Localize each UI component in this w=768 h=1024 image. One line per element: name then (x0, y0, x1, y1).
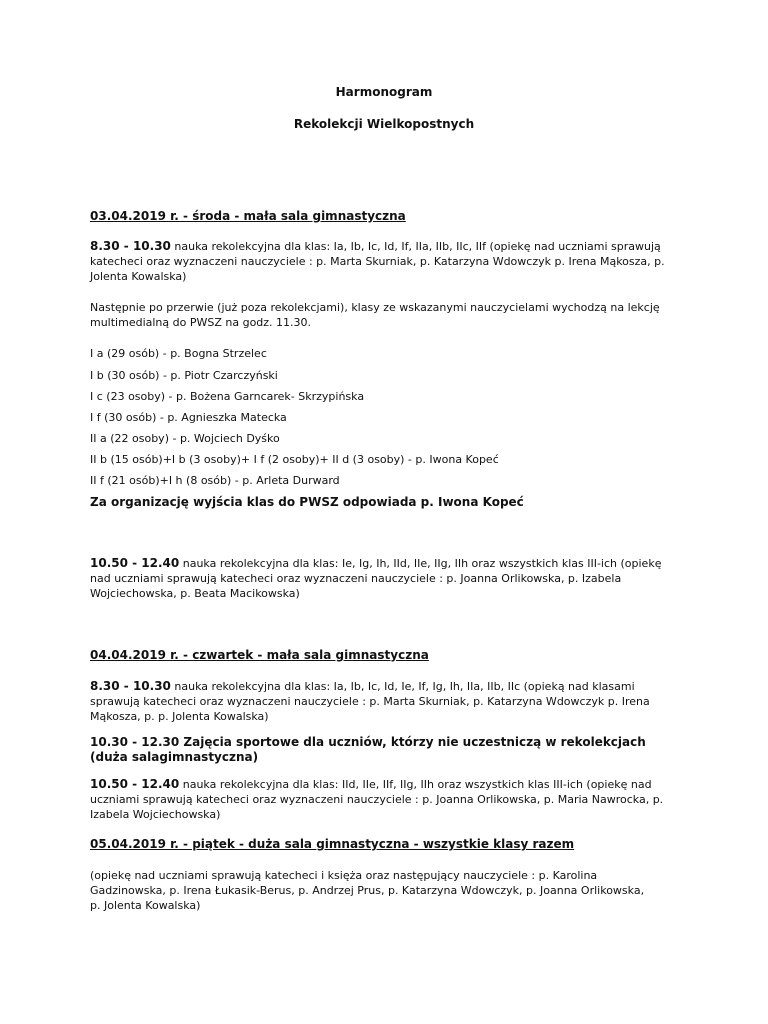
document-subtitle: Rekolekcji Wielkopostnych (293, 117, 475, 131)
day3-header: 05.04.2019 r. - piątek - duża sala gimnastyczna - wszystkie klasy razem (90, 837, 575, 851)
day2-session1-text: nauka rekolekcyjna dla klas: Ia, Ib, Ic, Id, Ie, If, Ig, Ih, IIa, IIb, IIc (opieką nad klasami sprawują katecheci oraz wyznaczeni nauczyciele : p. Marta Skurniak, p. Katarzyna Wdowczyk p. Irena Mąkosza, p. p. Jolenta Kowalska) (90, 680, 650, 723)
group-item: II a (22 osoby) - p. Wojciech Dyśko (90, 432, 280, 445)
group-item: II f (21 osób)+I h (8 osób) - p. Arleta Durward (90, 474, 340, 487)
day1-session1-text: nauka rekolekcyjna dla klas: Ia, Ib, Ic, Id, If, IIa, IIb, IIc, IIf (opiekę nad uczniami sprawują katecheci oraz wyznaczeni nauczyciele : p. Marta Skurniak, p. Katarzyna Wdowczyk p. Irena Mąkosza, p. Jolenta Kowalska) (90, 240, 665, 283)
group-item: I f (30 osób) - p. Agnieszka Matecka (90, 411, 287, 424)
day1-session2 (90, 556, 675, 601)
day2-session1 (90, 679, 685, 724)
day1-next-paragraph: Następnie po przerwie (już poza rekolekcjami), klasy ze wskazanymi nauczycielami wychodzą na lekcję multimedialną do PWSZ na godz. 11.30. (90, 301, 660, 329)
day1-session2-text: nauka rekolekcyjna dla klas: Ie, Ig, Ih, IId, IIe, IIg, IIh oraz wszystkich klas III-ich (opiekę nad uczniami sprawują katecheci oraz wyznaczeni nauczyciele : p. Joanna Orlikowska, p. Izabela Wojciechowska, p. Beata Macikowska) (90, 557, 662, 600)
document-title: Harmonogram (335, 85, 433, 99)
day1-session2-time: 10.50 - 12.40 (90, 556, 180, 570)
day2-session2-text: nauka rekolekcyjna dla klas: IId, IIe, IIf, IIg, IIh oraz wszystkich klas III-ich (opiekę nad uczniami sprawują katecheci oraz wyznaczeni nauczyciele : p. Joanna Orlikowska, p. Maria Nawrocka, p. Izabela Wojciechowska) (90, 778, 664, 821)
day1-organization-note: Za organizację wyjścia klas do PWSZ odpowiada p. Iwona Kopeć (90, 495, 524, 509)
day2-session1-time: 8.30 - 10.30 (90, 679, 171, 693)
group-item: I a (29 osób) - p. Bogna Strzelec (90, 347, 267, 360)
day2-sports-note: 10.30 - 12.30 Zajęcia sportowe dla uczniów, którzy nie uczestniczą w rekolekcjach (duża salagimnastyczna) (90, 735, 646, 764)
day1-header: 03.04.2019 r. - środa - mała sala gimnastyczna (90, 209, 406, 223)
day2-header: 04.04.2019 r. - czwartek - mała sala gimnastyczna (90, 648, 429, 662)
day2-session2-time: 10.50 - 12.40 (90, 777, 180, 791)
day3-paragraph: (opiekę nad uczniami sprawują katecheci i księża oraz następujący nauczyciele : p. Karolina Gadzinowska, p. Irena Łukasik-Berus, p. Andrzej Prus, p. Katarzyna Wdowczyk, p. Joanna Orlikowska, p. Jolenta Kowalska) (90, 869, 645, 912)
day2-session2 (90, 777, 680, 822)
group-item: I c (23 osoby) - p. Bożena Garncarek- Skrzypińska (90, 390, 365, 403)
group-item: II b (15 osób)+I b (3 osoby)+ I f (2 osoby)+ II d (3 osoby) - p. Iwona Kopeć (90, 453, 499, 466)
day1-session1 (90, 239, 675, 284)
group-item: I b (30 osób) - p. Piotr Czarczyński (90, 369, 278, 382)
day1-session1-time: 8.30 - 10.30 (90, 239, 171, 253)
